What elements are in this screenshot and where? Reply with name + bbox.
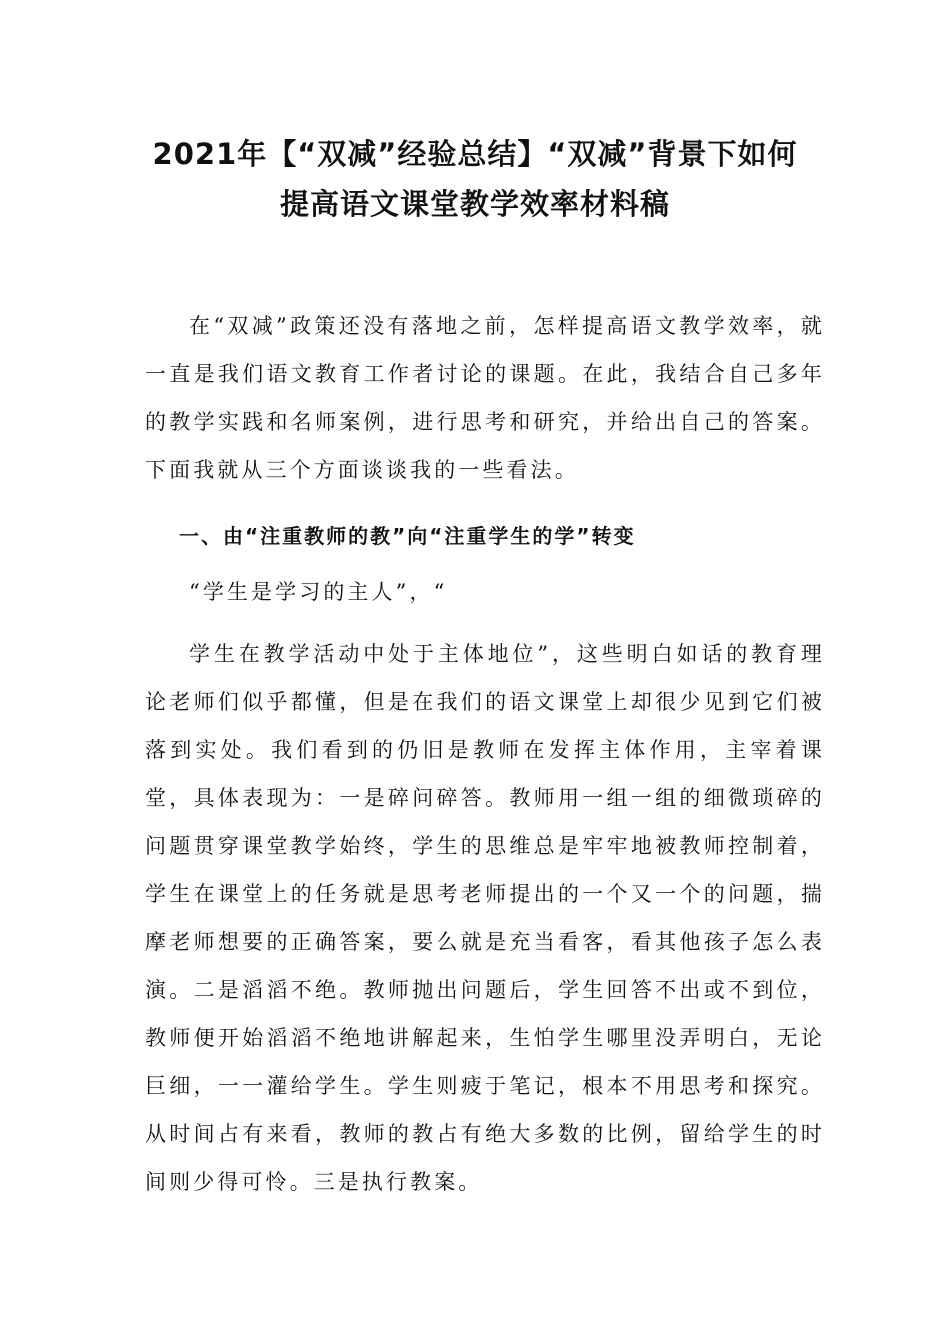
intro-paragraph: 在“双减”政策还没有落地之前，怎样提高语文教学效率，就一直是我们语文教育工作者讨论的课题。在此，我结合自己多年的教学实践和名师案例，进行思考和研究，并给出自己的答案。下面我就从三个方面谈谈我的一些看法。 <box>145 314 825 482</box>
document-title-line-2: 提高语文课堂教学效率材料稿 <box>279 187 670 221</box>
body-paragraph: 学生在教学活动中处于主体地位”，这些明白如话的教育理论老师们似乎都懂，但是在我们的语文课堂上却很少见到它们被落到实处。我们看到的仍旧是教师在发挥主体作用，主宰着课堂，具体表现为：一是碎问碎答。教师用一组一组的细微琐碎的问题贯穿课堂教学始终，学生的思维总是牢牢地被教师控制着，学生在课堂上的任务就是思考老师提出的一个又一个的问题，揣摩老师想要的正确答案，要么就是充当看客，看其他孩子怎么表演。二是滔滔不绝。教师抛出问题后，学生回答不出或不到位，教师便开始滔滔不绝地讲解起来，生怕学生哪里没弄明白，无论巨细，一一灌给学生。学生则疲于笔记，根本不用思考和探究。从时间占有来看，教师的教占有绝大多数的比例，留给学生的时间则少得可怜。三是执行教案。 <box>145 642 825 1194</box>
section-heading: 一、由“注重教师的教”向“注重学生的学”转变 <box>179 524 636 548</box>
document-title-line-1: 2021年【“双减”经验总结】“双减”背景下如何 <box>152 137 798 171</box>
quote-line: “学生是学习的主人”，“ <box>189 580 448 604</box>
